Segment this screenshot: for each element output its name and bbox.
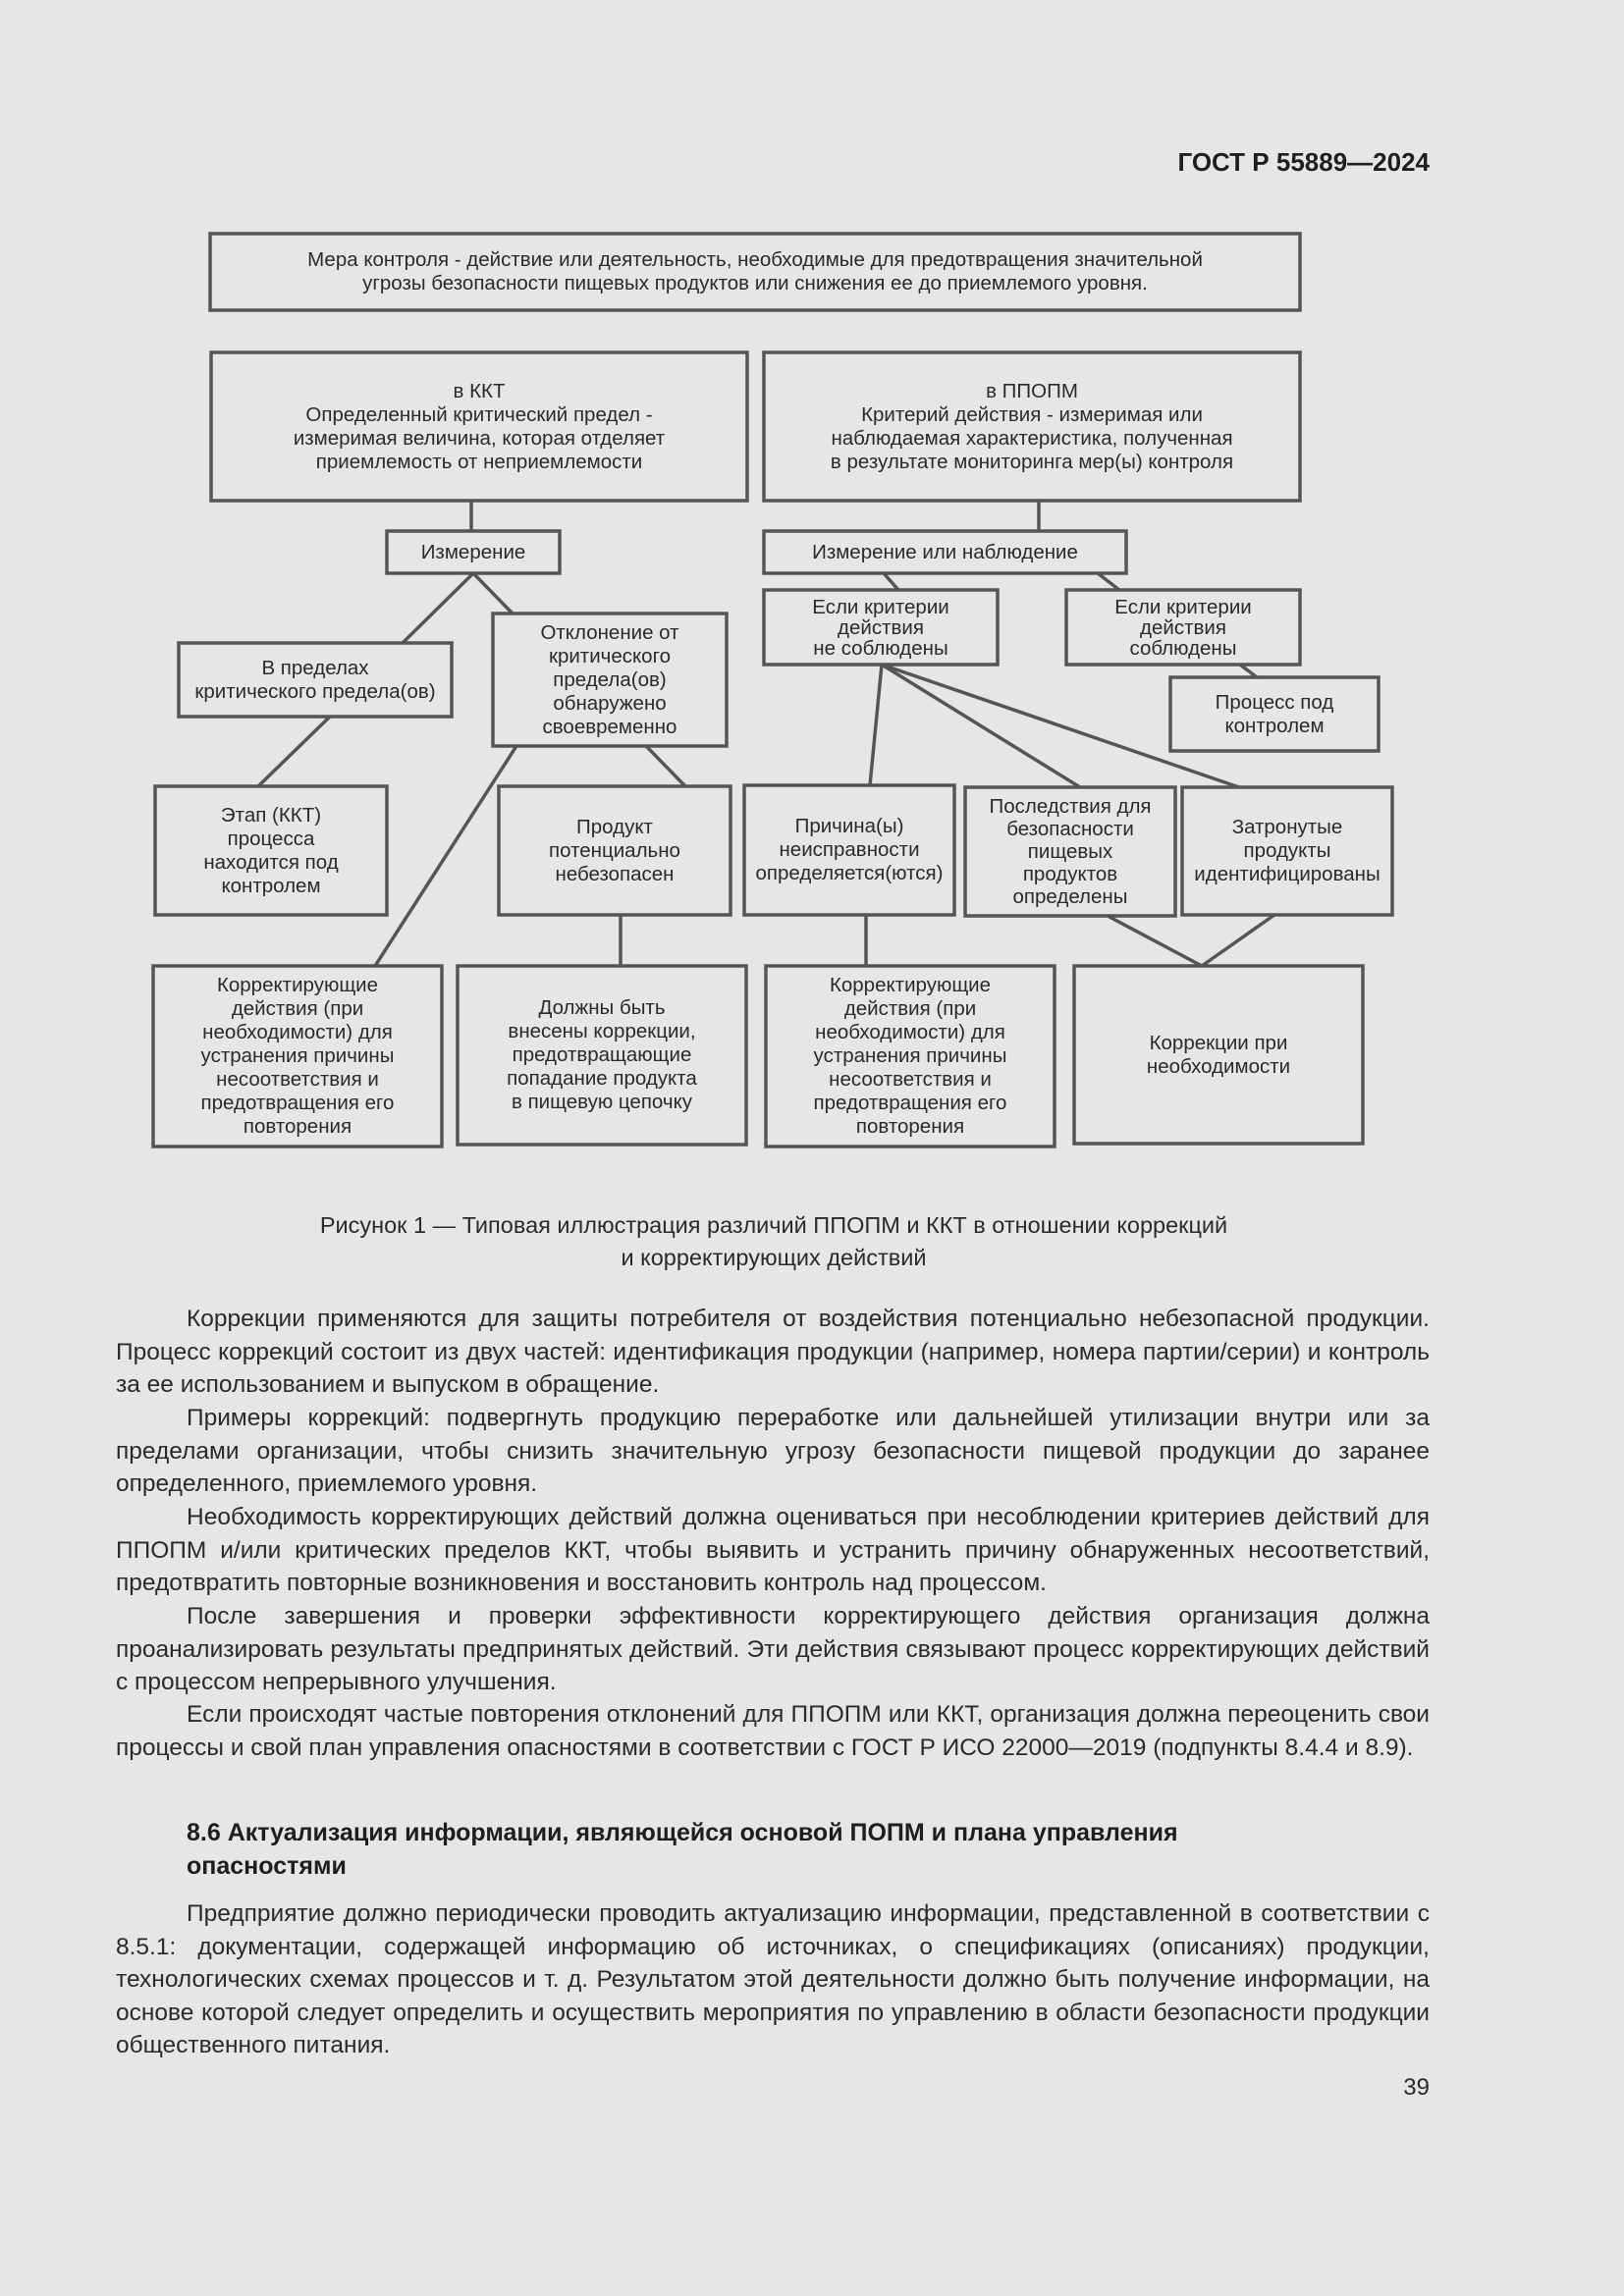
body-paragraph: Примеры коррекций: подвергнуть продукцию переработке или дальнейшей утилизации внутри или за пределами организации, чтобы снизить значительную угрозу безопасности пищевой продукции до заранее определенного, приемлемого уровня. <box>116 1405 1430 1497</box>
consequences-determined-box: Последствия для безопасности пищевых продуктов определены <box>989 795 1152 908</box>
connector-line <box>884 573 898 590</box>
corrections-if-needed-box: Коррекции при необходимости <box>1146 1031 1291 1078</box>
criteria-met-box: Если критерии действия соблюдены <box>1114 595 1252 660</box>
within-critical-limits-box: В пределах критического предела(ов) <box>194 656 436 703</box>
criteria-not-met-box: Если критерии действия не соблюдены <box>812 595 949 660</box>
connector-line <box>1202 915 1274 966</box>
connector-line <box>646 746 685 786</box>
cause-determined-box: Причина(ы) неисправности определяется(ются) <box>755 815 944 884</box>
ppopm-action-criterion-box: в ППОПМ Критерий действия - измеримая или наблюдаемая характеристика, полученная в результате мониторинга мер(ы) контроля <box>830 379 1234 473</box>
connector-line <box>473 573 513 614</box>
connector-line <box>1240 665 1257 677</box>
body-paragraph: Необходимость корректирующих действий должна оцениваться при несоблюдении критериев действий для ППОПМ и/или критических пределов ККТ, чтобы выявить и устранить причину обнаруженных несоответствий, предотвратить повторные возникновения и восстановить контроль над процессом. <box>116 1504 1430 1596</box>
connector-line <box>403 573 473 643</box>
connector-line <box>258 717 330 786</box>
page-number: 39 <box>1403 2074 1430 2101</box>
body-paragraph: Коррекции применяются для защиты потребителя от воздействия потенциально небезопасной продукции. Процесс коррекций состоит из двух частей: идентификация продукции (например, номера партии/серии) и контроль за ее использованием и выпуском в обращение. <box>116 1306 1430 1398</box>
connector-line <box>870 665 882 785</box>
figure-caption: Рисунок 1 — Типовая иллюстрация различий ППОПМ и ККТ в отношении коррекций и корректирующих действий <box>319 1212 1228 1270</box>
body-paragraph: Если происходят частые повторения отклонений для ППОПМ или ККТ, организация должна переоценить свои процессы и свой план управления опасностями в соответствии с ГОСТ Р ИСО 22000—2019 (подпункты 8.4.4 и 8.9). <box>116 1701 1430 1761</box>
body-paragraph: После завершения и проверки эффективности корректирующего действия организация должна проанализировать результаты предпринятых действий. Эти действия связывают процесс корректирующих действий с процессом непрерывного улучшения. <box>116 1603 1430 1695</box>
corrective-actions-left-box: Корректирующие действия (при необходимости) для устранения причины несоответствия и предотвращения его повторения <box>200 974 395 1138</box>
connector-line <box>1098 573 1119 590</box>
measurement-or-observation-box: Измерение или наблюдение <box>812 540 1078 563</box>
stage-under-control-box: Этап (ККТ) процесса находится под контролем <box>203 803 339 897</box>
corrective-actions-right-box: Корректирующие действия (при необходимости) для устранения причины несоответствия и предотвращения его повторения <box>813 974 1007 1138</box>
control-measure-definition: Мера контроля - действие или деятельность, необходимые для предотвращения значительной угрозы безопасности пищевых продуктов или снижения ее до приемлемого уровня. <box>307 248 1203 294</box>
kkt-critical-limit-box: в ККТ Определенный критический предел - измеримая величина, которая отделяет приемлемость от неприемлемости <box>293 379 666 473</box>
section-heading: 8.6 Актуализация информации, являющейся основой ПОПМ и плана управления опасностями <box>187 1819 1178 1880</box>
connector-line <box>882 665 1080 787</box>
process-under-control-box: Процесс под контролем <box>1215 690 1334 737</box>
connector-line <box>1108 916 1202 966</box>
connector-line <box>375 746 516 966</box>
section-paragraph: Предприятие должно периодически проводить актуализацию информации, представленной в соответствии с 8.5.1: документации, содержащей информацию об источниках, о спецификациях (описаниях) продукции, технологических схемах процессов и т. д. Результатом этой деятельности должно быть получение информации, на основе которой следует определить и осуществить мероприятия по управлению в области безопасности продукции общественного питания. <box>116 1900 1430 2058</box>
affected-products-box: Затронутые продукты идентифицированы <box>1194 816 1380 885</box>
deviation-detected-box: Отклонение от критического предела(ов) обнаружено своевременно <box>540 620 679 738</box>
corrections-required-box: Должны быть внесены коррекции, предотвращающие попадание продукта в пищевую цепочку <box>507 996 697 1113</box>
measurement-box: Измерение <box>420 540 526 563</box>
standard-number: ГОСТ Р 55889—2024 <box>1177 147 1430 177</box>
product-potentially-unsafe-box: Продукт потенциально небезопасен <box>549 815 680 885</box>
